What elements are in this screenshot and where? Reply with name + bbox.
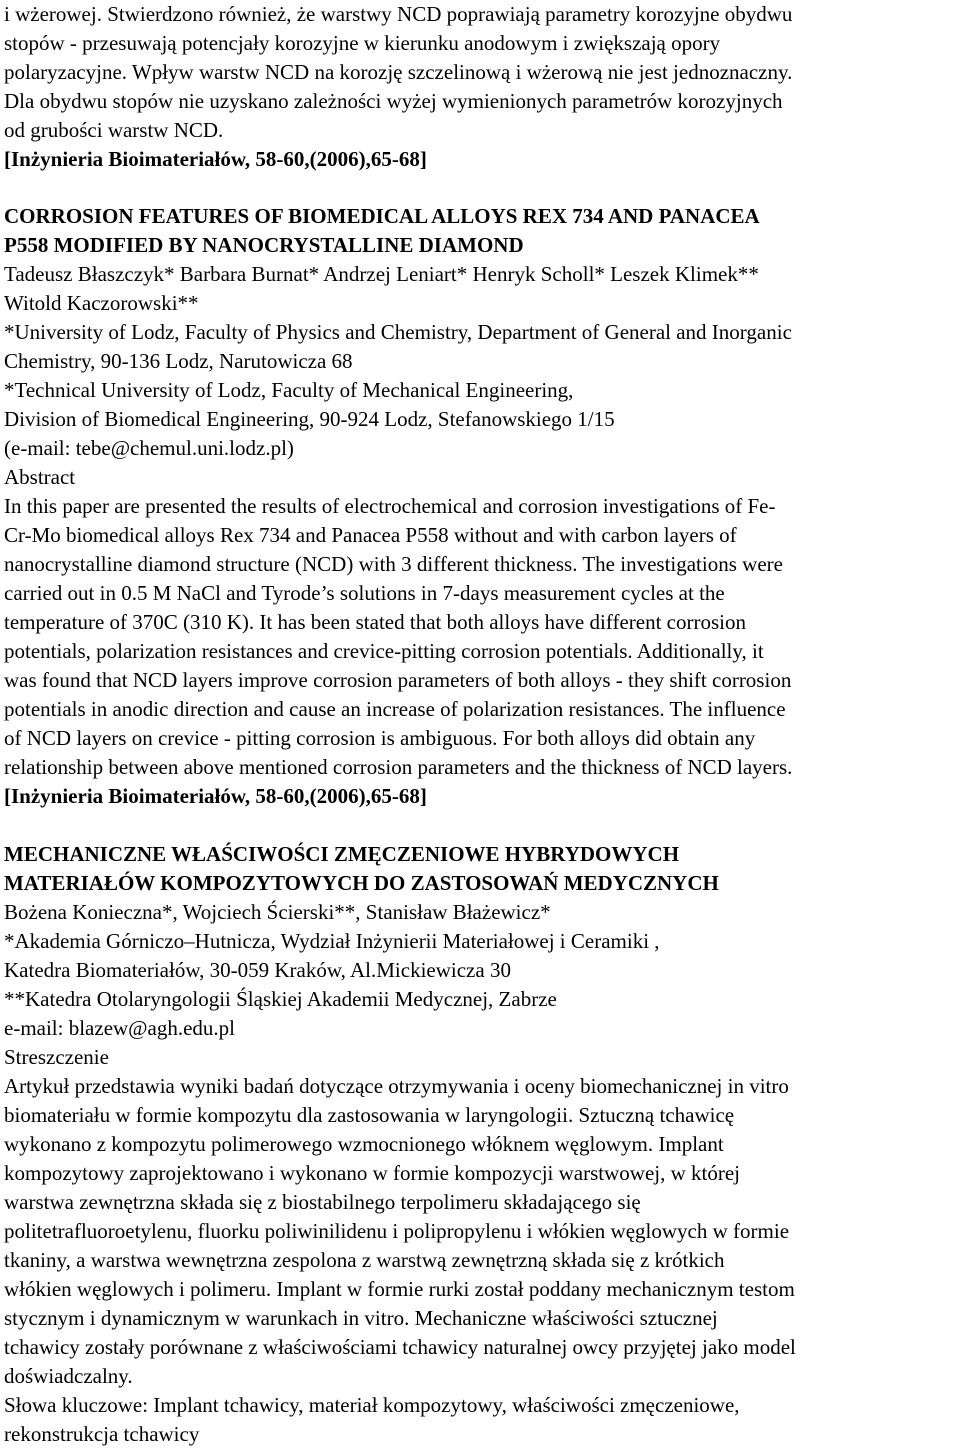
intro-line: Dla obydwu stopów nie uzyskano zależności wyżej wymienionych parametrów korozyjnych [4,89,783,113]
abstract-line: In this paper are presented the results of electrochemical and corrosion investigations of Fe- [4,494,776,518]
abstract-line: doświadczalny. [4,1364,133,1388]
keywords: Słowa kluczowe: Implant tchawicy, materiał kompozytowy, właściwości zmęczeniowe, [4,1393,740,1417]
email: (e-mail: tebe@chemul.uni.lodz.pl) [4,436,294,460]
intro-line: od grubości warstw NCD. [4,118,224,142]
article-title: MATERIAŁÓW KOMPOZYTOWYCH DO ZASTOSOWAŃ MEDYCZNYCH [4,871,719,895]
authors: Witold Kaczorowski** [4,291,199,315]
abstract-line: was found that NCD layers improve corrosion parameters of both alloys - they shift corrosion [4,668,792,692]
abstract-line: potentials, polarization resistances and crevice-pitting corrosion potentials. Additionally, it [4,639,764,663]
abstract-line: potentials in anodic direction and cause an increase of polarization resistances. The influence [4,697,786,721]
abstract-line: nanocrystalline diamond structure (NCD) with 3 different thickness. The investigations were [4,552,783,576]
affiliation: *Technical University of Lodz, Faculty of Mechanical Engineering, [4,378,574,402]
authors: Bożena Konieczna*, Wojciech Ścierski**, Stanisław Błażewicz* [4,900,551,924]
abstract-line: warstwa zewnętrzna składa się z biostabilnego terpolimeru składającego się [4,1190,641,1214]
abstract-line: stycznym i dynamicznym w warunkach in vitro. Mechaniczne właściwości sztucznej [4,1306,718,1330]
intro-line: i wżerowej. Stwierdzono również, że warstwy NCD poprawiają parametry korozyjne obydwu [4,2,793,26]
abstract-line: tkaniny, a warstwa wewnętrzna zespolona z warstwą zewnętrzną składa się z krótkich [4,1248,725,1272]
abstract-line: of NCD layers on crevice - pitting corrosion is ambiguous. For both alloys did obtain any [4,726,756,750]
affiliation: Division of Biomedical Engineering, 90-924 Lodz, Stefanowskiego 1/15 [4,407,615,431]
abstract-line: tchawicy zostały porównane z właściwościami tchawicy naturalnej owcy przyjętej jako model [4,1335,796,1359]
abstract-line: włókien węglowych i polimeru. Implant w formie rurki został poddany mechanicznym testom [4,1277,795,1301]
affiliation: *Akademia Górniczo–Hutnicza, Wydział Inżynierii Materiałowej i Ceramiki , [4,929,660,953]
affiliation: Katedra Biomateriałów, 30-059 Kraków, Al.Mickiewicza 30 [4,958,511,982]
citation: [Inżynieria Bioimateriałów, 58-60,(2006),65-68] [4,784,427,808]
citation: [Inżynieria Bioimateriałów, 58-60,(2006),65-68] [4,147,427,171]
abstract-heading: Streszczenie [4,1045,109,1069]
abstract-line: biomateriału w formie kompozytu dla zastosowania w laryngologii. Sztuczną tchawicę [4,1103,735,1127]
abstract-line: Cr-Mo biomedical alloys Rex 734 and Panacea P558 without and with carbon layers of [4,523,737,547]
abstract-line: relationship between above mentioned corrosion parameters and the thickness of NCD layers. [4,755,793,779]
abstract-heading: Abstract [4,465,76,489]
keywords: rekonstrukcja tchawicy [4,1422,200,1446]
article-title: CORROSION FEATURES OF BIOMEDICAL ALLOYS REX 734 AND PANACEA [4,204,760,228]
intro-line: polaryzacyjne. Wpływ warstw NCD na korozję szczelinową i wżerową nie jest jednoznaczny. [4,60,793,84]
intro-line: stopów - przesuwają potencjały korozyjne w kierunku anodowym i zwiększają opory [4,31,721,55]
article-title: P558 MODIFIED BY NANOCRYSTALLINE DIAMOND [4,233,524,257]
abstract-line: temperature of 370C (310 K). It has been stated that both alloys have different corrosion [4,610,746,634]
abstract-line: Artykuł przedstawia wyniki badań dotyczące otrzymywania i oceny biomechanicznej in vitro [4,1074,789,1098]
email: e-mail: blazew@agh.edu.pl [4,1016,235,1040]
article-title: MECHANICZNE WŁAŚCIWOŚCI ZMĘCZENIOWE HYBRYDOWYCH [4,842,680,866]
affiliation: **Katedra Otolaryngologii Śląskiej Akademii Medycznej, Zabrze [4,987,557,1011]
abstract-line: wykonano z kompozytu polimerowego wzmocnionego włóknem węglowym. Implant [4,1132,724,1156]
affiliation: Chemistry, 90-136 Lodz, Narutowicza 68 [4,349,353,373]
authors: Tadeusz Błaszczyk* Barbara Burnat* Andrzej Leniart* Henryk Scholl* Leszek Klimek** [4,262,759,286]
abstract-line: carried out in 0.5 M NaCl and Tyrode’s solutions in 7-days measurement cycles at the [4,581,725,605]
affiliation: *University of Lodz, Faculty of Physics and Chemistry, Department of General and Inorganic [4,320,792,344]
abstract-line: kompozytowy zaprojektowano i wykonano w formie kompozycji warstwowej, w której [4,1161,740,1185]
abstract-line: politetrafluoroetylenu, fluorku poliwinilidenu i polipropylenu i włókien węglowych w formie [4,1219,790,1243]
